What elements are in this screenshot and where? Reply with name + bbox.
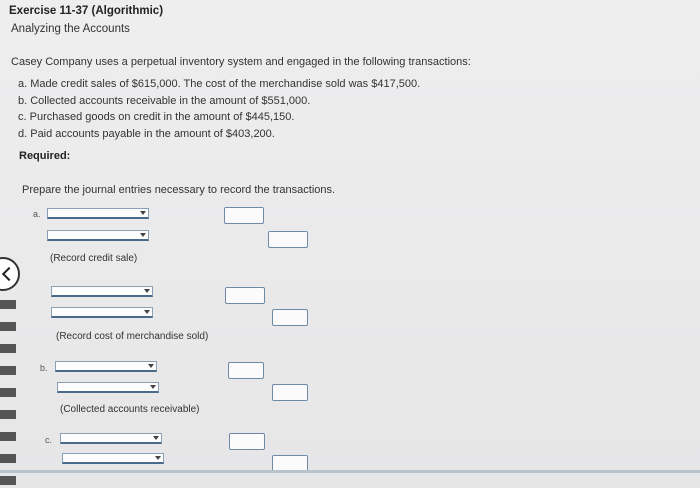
entry-letter-c: c. <box>45 435 53 445</box>
caret-down-icon <box>150 385 156 389</box>
credit-amount-field[interactable] <box>268 231 308 248</box>
debit-amount-field[interactable] <box>228 362 264 379</box>
side-tab[interactable] <box>0 454 16 463</box>
transaction-item: a. Made credit sales of $615,000. The cost of the merchandise sold was $417,500. <box>18 78 421 90</box>
account-dropdown-debit[interactable] <box>55 361 157 372</box>
caret-down-icon <box>140 233 146 237</box>
required-label: Required: <box>19 150 71 162</box>
credit-amount-field[interactable] <box>272 309 308 326</box>
side-tab[interactable] <box>0 300 16 309</box>
side-tab[interactable] <box>0 476 16 485</box>
account-dropdown-credit[interactable] <box>57 382 159 393</box>
entry-letter-a: a. <box>33 209 41 219</box>
debit-amount-field[interactable] <box>225 287 265 304</box>
caret-down-icon <box>140 211 146 215</box>
transaction-item: b. Collected accounts receivable in the amount of $551,000. <box>18 94 311 107</box>
side-tab[interactable] <box>0 388 16 397</box>
exercise-subtitle: Analyzing the Accounts <box>11 23 130 35</box>
exercise-title: Exercise 11-37 (Algorithmic) <box>9 5 164 17</box>
entry-letter-b: b. <box>40 363 48 373</box>
debit-amount-field[interactable] <box>224 207 264 224</box>
account-dropdown-credit[interactable] <box>47 230 149 241</box>
side-tab[interactable] <box>0 366 16 375</box>
caret-down-icon <box>155 456 161 460</box>
caret-down-icon <box>153 436 159 440</box>
account-dropdown-debit[interactable] <box>51 286 153 297</box>
debit-amount-field[interactable] <box>229 433 265 450</box>
account-dropdown-credit[interactable] <box>51 307 153 318</box>
problem-intro: Casey Company uses a perpetual inventory system and engaged in the following transactions: <box>11 56 471 68</box>
caret-down-icon <box>148 364 154 368</box>
entry-caption: (Record cost of merchandise sold) <box>56 331 209 342</box>
instruction-text: Prepare the journal entries necessary to record the transactions. <box>22 184 336 196</box>
divider <box>0 470 700 473</box>
side-tab[interactable] <box>0 432 16 441</box>
transaction-item: c. Purchased goods on credit in the amount of $445,150. <box>18 111 295 123</box>
entry-caption: (Collected accounts receivable) <box>60 404 200 415</box>
account-dropdown-debit[interactable] <box>60 433 162 444</box>
transaction-item: d. Paid accounts payable in the amount of $403,200. <box>18 127 275 140</box>
side-tab-strip <box>0 300 16 488</box>
caret-down-icon <box>144 289 150 293</box>
account-dropdown-credit[interactable] <box>62 453 164 464</box>
entry-caption: (Record credit sale) <box>50 253 138 264</box>
account-dropdown-debit[interactable] <box>47 208 149 219</box>
side-tab[interactable] <box>0 410 16 419</box>
transaction-list <box>18 76 420 142</box>
credit-amount-field[interactable] <box>272 384 308 401</box>
side-tab[interactable] <box>0 344 16 353</box>
caret-down-icon <box>144 310 150 314</box>
side-tab[interactable] <box>0 322 16 331</box>
chevron-left-icon <box>2 267 16 281</box>
